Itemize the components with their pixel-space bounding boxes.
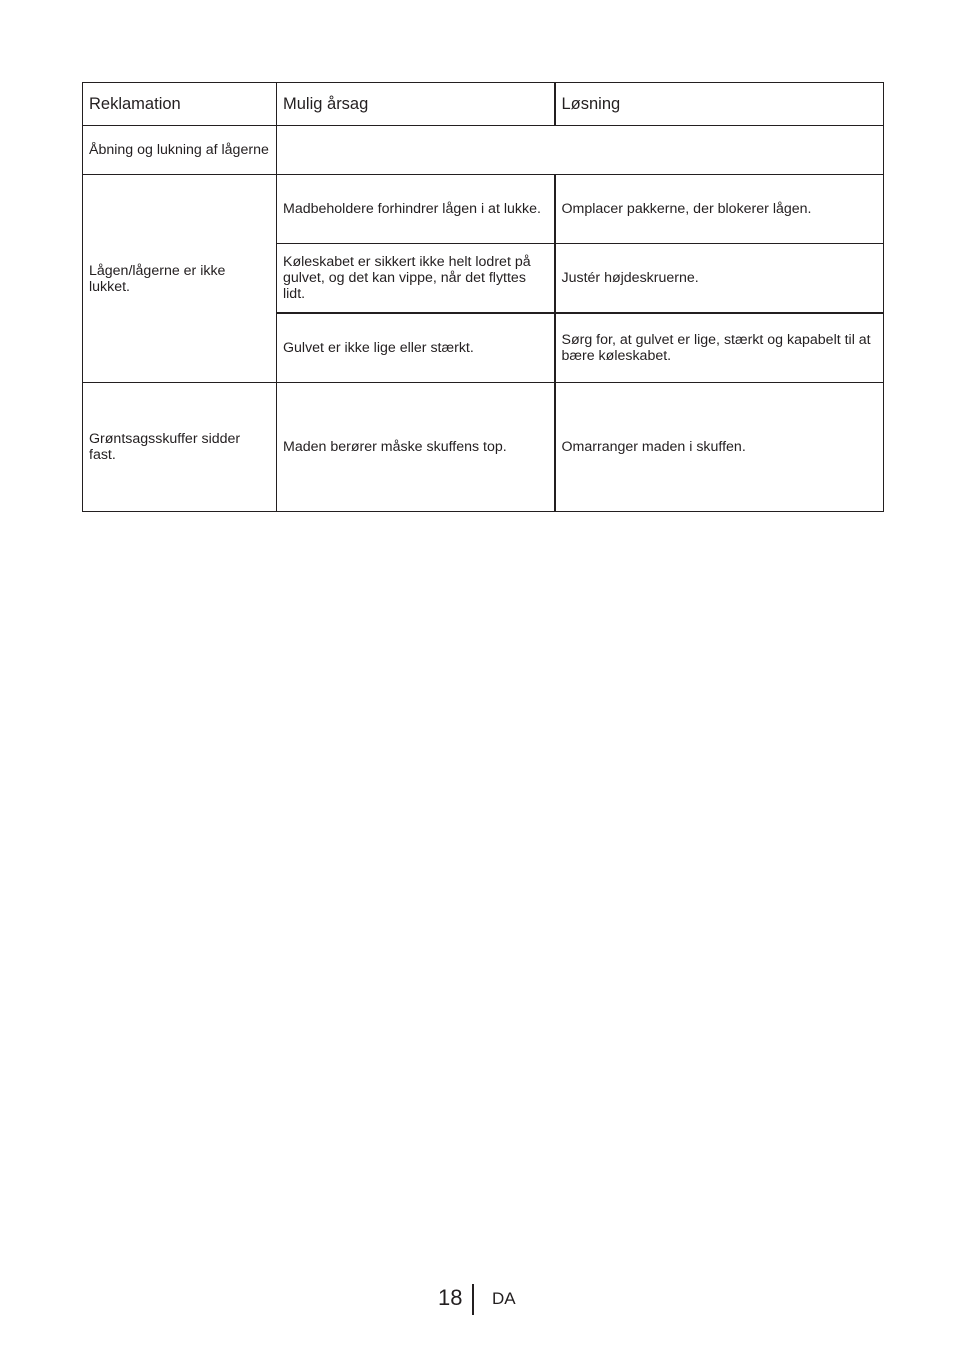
solution-cell: Sørg for, at gulvet er lige, stærkt og kapabelt til at bære køleskabet.	[555, 313, 884, 383]
table-row	[83, 383, 884, 512]
solution-cell: Omarranger maden i skuffen.	[555, 383, 884, 512]
cause-cell: Madbeholdere forhindrer lågen i at lukke.	[277, 175, 555, 244]
solution-cell: Justér højdeskruerne.	[555, 244, 884, 314]
section-title: Åbning og lukning af lågerne	[83, 126, 277, 175]
complaint-cell: Lågen/lågerne er ikke lukket.	[83, 175, 277, 383]
complaint-cell: Grøntsagsskuffer sidder fast.	[83, 383, 277, 512]
header-cause: Mulig årsag	[277, 83, 555, 126]
table-row	[83, 175, 884, 244]
cause-cell: Maden berører måske skuffens top.	[277, 383, 555, 512]
header-solution: Løsning	[555, 83, 884, 126]
section-empty-cell	[277, 126, 884, 175]
page-number: 18	[438, 1285, 463, 1310]
troubleshooting-table	[82, 82, 884, 512]
cause-cell: Køleskabet er sikkert ikke helt lodret på gulvet, og det kan vippe, når det flyttes lidt.	[277, 244, 555, 314]
language-code: DA	[492, 1289, 516, 1308]
cause-cell: Gulvet er ikke lige eller stærkt.	[277, 313, 555, 383]
page-footer	[0, 1284, 954, 1316]
solution-cell: Omplacer pakkerne, der blokerer lågen.	[555, 175, 884, 244]
section-row	[83, 126, 884, 175]
table-header-row	[83, 83, 884, 126]
header-complaint: Reklamation	[83, 83, 277, 126]
footer-divider	[472, 1284, 474, 1315]
